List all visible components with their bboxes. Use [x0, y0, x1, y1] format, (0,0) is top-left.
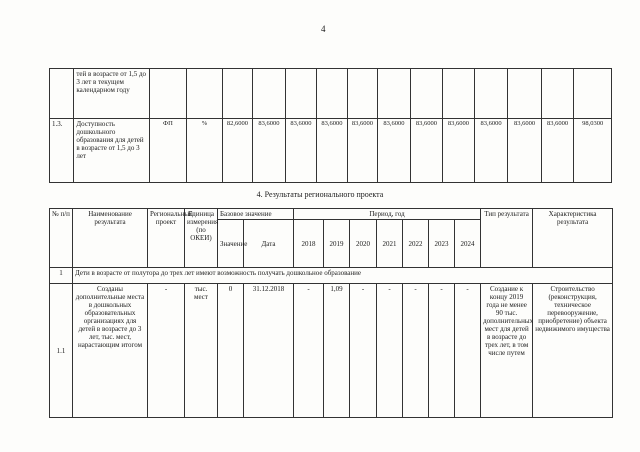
year-cell: - — [429, 284, 455, 418]
header-characteristic: Характеристика результата — [533, 209, 613, 268]
table-row — [50, 284, 613, 418]
indicator-type: ФП — [149, 119, 187, 183]
header-period: Период, год — [294, 209, 481, 220]
table-header-row — [50, 209, 613, 220]
characteristic-cell: Строительство (реконструкция, техническое перевооружение, приобретение) объекта недвижимого имущества — [533, 284, 613, 418]
header-regional: Региональный проект — [148, 209, 185, 268]
row-number: 1.3. — [50, 119, 74, 183]
header-year: 2023 — [429, 220, 455, 268]
table-row — [50, 119, 612, 183]
year-cell: - — [403, 284, 429, 418]
group-text: Дети в возрасте от полутора до трех лет имеют возможность получать дошкольное образование — [73, 268, 613, 284]
header-year: 2019 — [324, 220, 350, 268]
header-name: Наименование результата — [73, 209, 148, 268]
header-unit: Единица измерения (по ОКЕИ) — [185, 209, 218, 268]
table-row — [50, 69, 612, 119]
value-cell: 83,6000 — [378, 119, 411, 183]
year-cell: 1,09 — [324, 284, 350, 418]
value-cell: 83,6000 — [443, 119, 475, 183]
header-year: 2021 — [377, 220, 403, 268]
header-base-value: Значение — [218, 220, 244, 268]
value-cell: 83,6000 — [474, 119, 508, 183]
section-title: 4. Результаты регионального проекта — [256, 190, 384, 199]
value-cell: 83,6000 — [347, 119, 377, 183]
value-cell: 83,6000 — [253, 119, 286, 183]
header-year: 2022 — [403, 220, 429, 268]
value-cell: 83,6000 — [541, 119, 574, 183]
table-group-row — [50, 268, 613, 284]
header-result-type: Тип результата — [481, 209, 533, 268]
results-table — [49, 208, 613, 418]
value-cell: 98,0300 — [574, 119, 612, 183]
value-cell: 83,6000 — [285, 119, 317, 183]
value-cell: 83,6000 — [317, 119, 347, 183]
base-value-cell: 0 — [218, 284, 244, 418]
result-name: Созданы дополнительные места в дошкольных образовательных организациях для детей в возрасте до 3 лет, тыс. мест, нарастающим итогом — [73, 284, 148, 418]
header-num: № п/п — [50, 209, 73, 268]
header-year: 2020 — [350, 220, 377, 268]
row-number: 1.1 — [50, 284, 73, 418]
base-date-cell: 31.12.2018 — [244, 284, 294, 418]
value-cell: 82,6000 — [222, 119, 252, 183]
page-number: 4 — [321, 24, 326, 34]
header-year: 2018 — [294, 220, 324, 268]
header-year: 2024 — [455, 220, 481, 268]
unit-cell: тыс. мест — [185, 284, 218, 418]
result-type-cell: Создание к концу 2019 года не менее 90 тыс. дополнительных мест для детей в возрасте до трех лет, в том числе путем — [481, 284, 533, 418]
year-cell: - — [455, 284, 481, 418]
header-base-date: Дата — [244, 220, 294, 268]
year-cell: - — [294, 284, 324, 418]
value-cell: 83,6000 — [410, 119, 443, 183]
year-cell: - — [350, 284, 377, 418]
value-cell: 83,6000 — [508, 119, 542, 183]
indicator-name: Доступность дошкольного образования для детей в возрасте от 1,5 до 3 лет — [74, 119, 149, 183]
group-num: 1 — [50, 268, 73, 284]
indicators-table — [49, 68, 612, 183]
header-base: Базовое значение — [218, 209, 294, 220]
year-cell: - — [377, 284, 403, 418]
indicator-name-cont: тей в возрасте от 1,5 до 3 лет в текущем календарном году — [74, 69, 149, 119]
indicator-unit: % — [187, 119, 223, 183]
regional-cell: - — [148, 284, 185, 418]
